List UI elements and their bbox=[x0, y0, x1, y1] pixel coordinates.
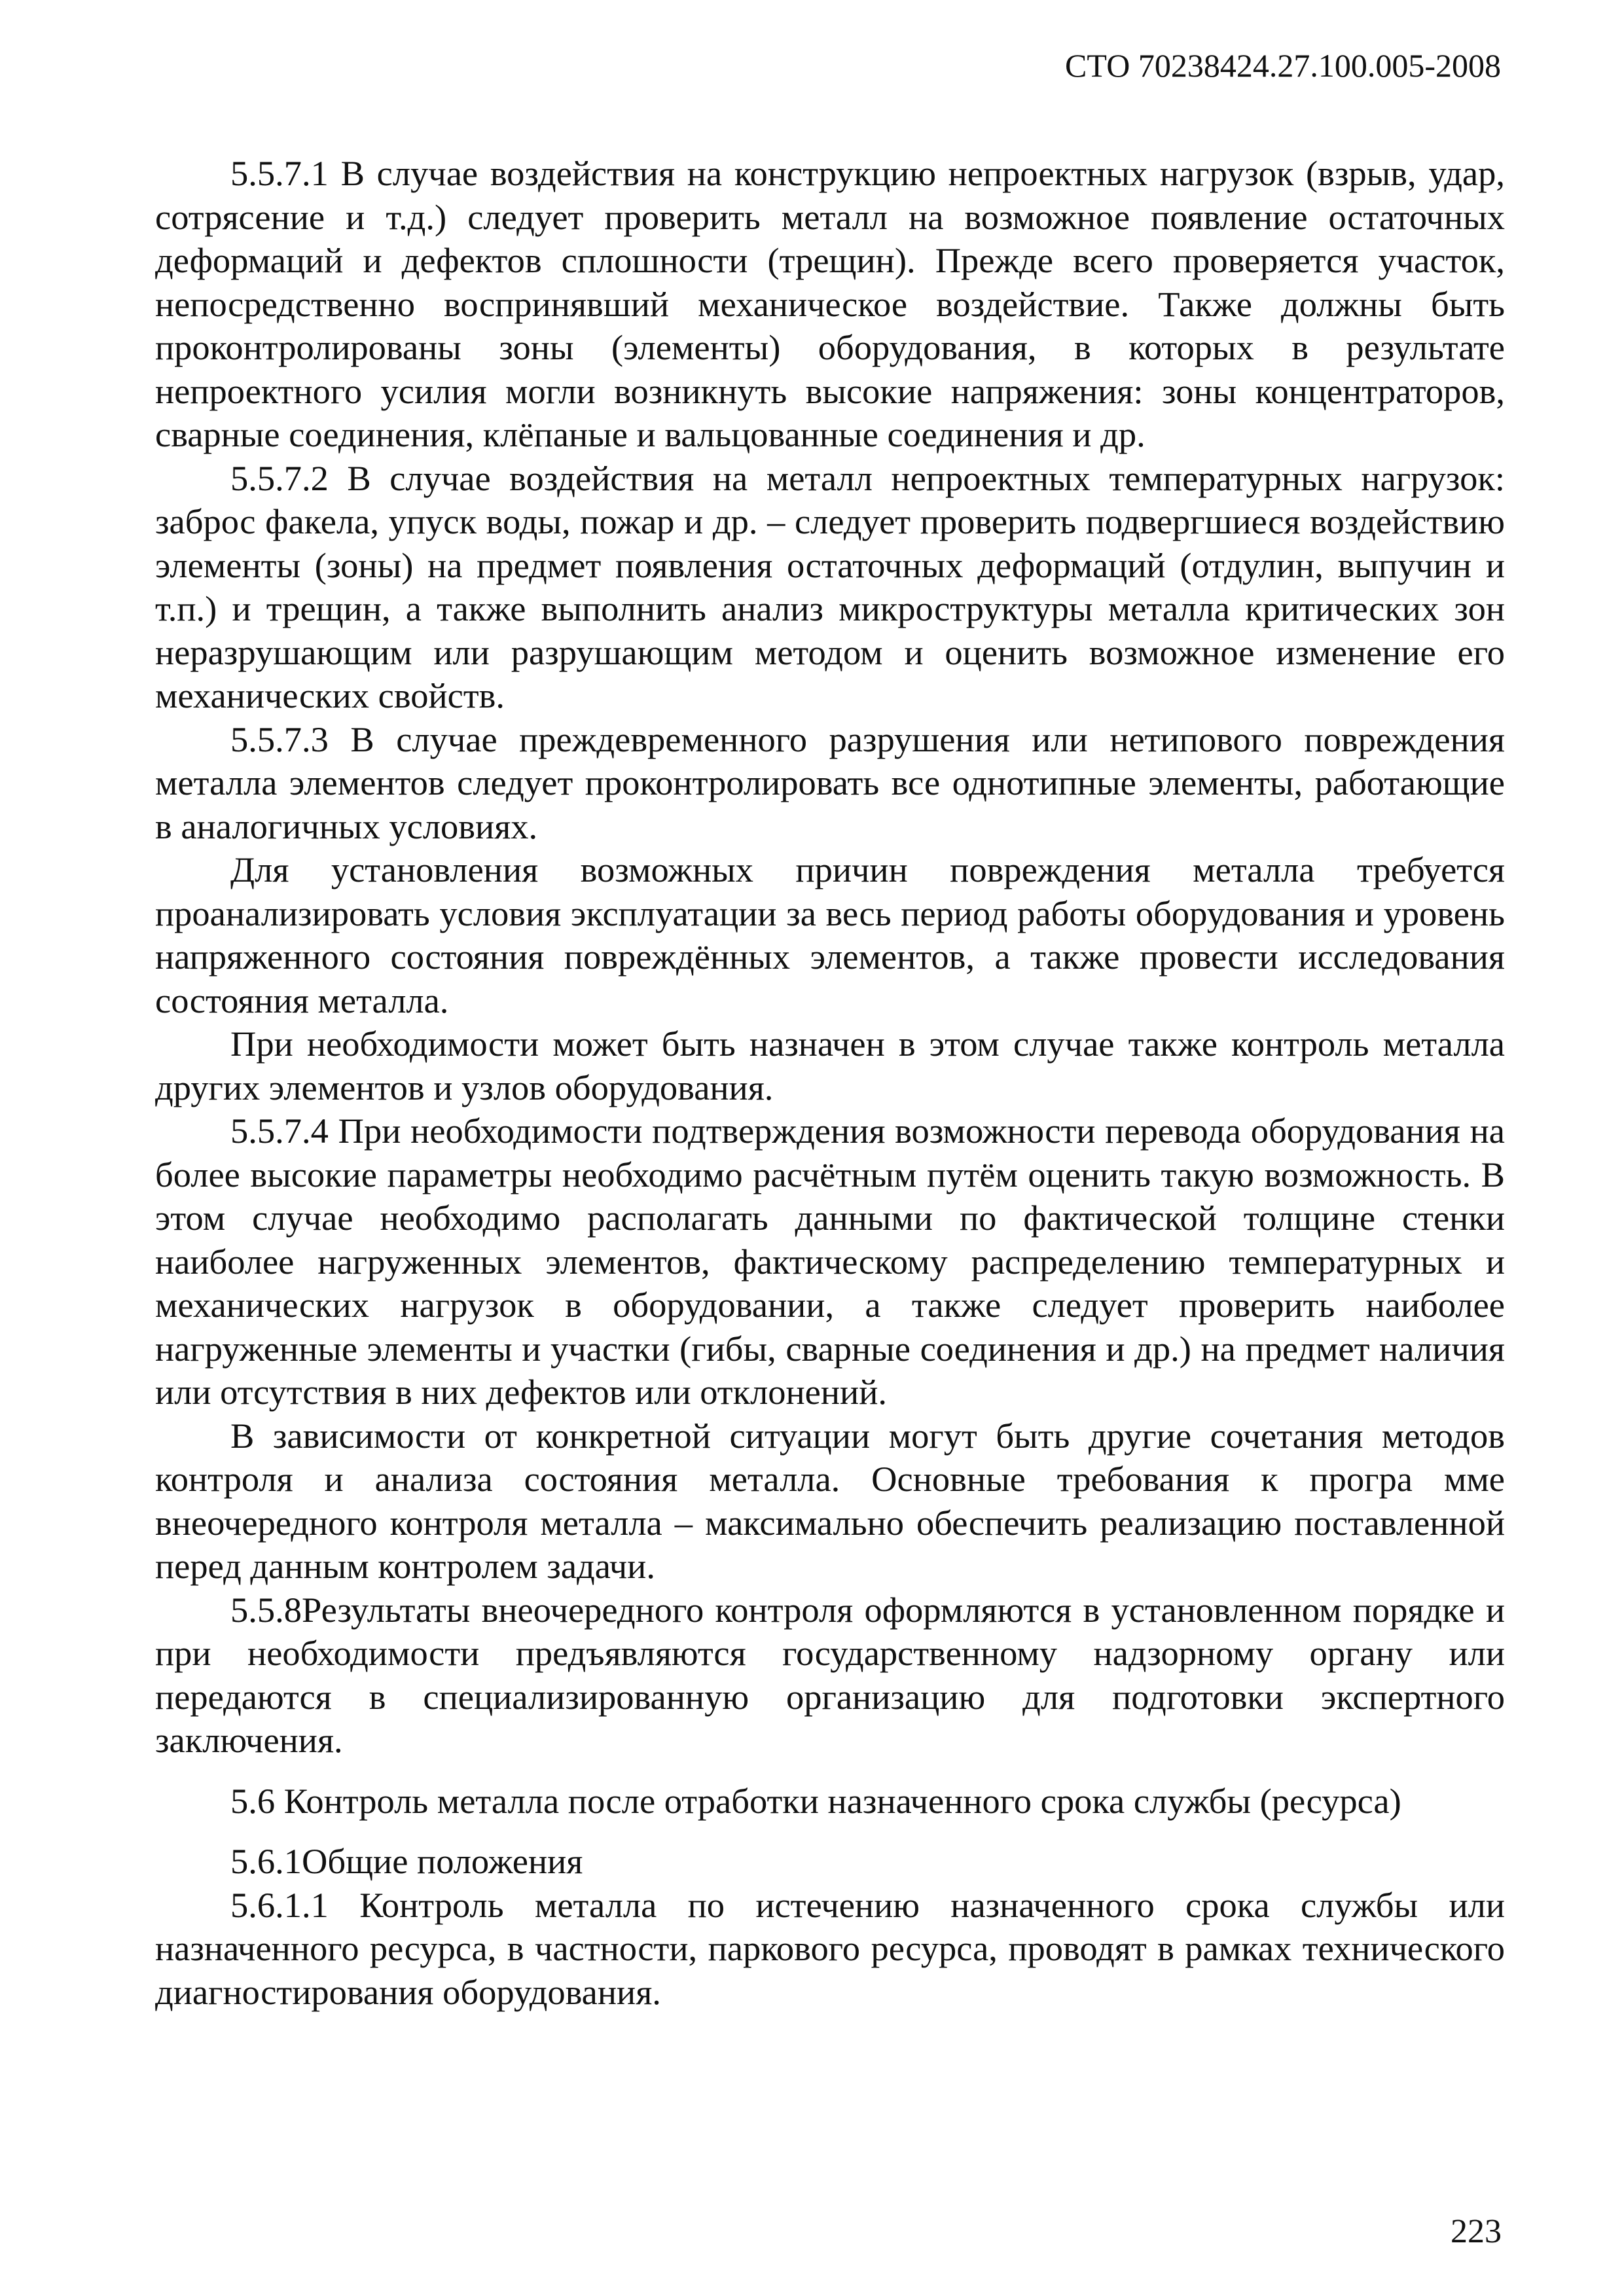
page-number: 223 bbox=[1451, 2213, 1502, 2250]
paragraph-5-5-7-1: 5.5.7.1 В случае воздействия на конструкцию непроектных нагрузок (взрыв, удар, сотрясение и т.д.) следует проверить металл на возможное появление остаточных деформаций и дефектов сплошности (трещин). Прежде всего проверяется участок, непосредственно воспринявший механическое воздействие. Также должны быть проконтролированы зоны (элементы) оборудования, в которых в результате непроектного усилия могли возникнуть высокие напряжения: зоны концентраторов, сварные соединения, клёпаные и вальцованные соединения и др. bbox=[155, 153, 1505, 454]
paragraph-additional-control: При необходимости может быть назначен в этом случае также контроль металла других элементов и узлов оборудования. bbox=[155, 1024, 1505, 1107]
subsection-heading-5-6-1: 5.6.1Общие положения bbox=[230, 1841, 583, 1881]
paragraph-5-6-1-1: 5.6.1.1 Контроль металла по истечению назначенного срока службы или назначенного ресурса, в частности, паркового ресурса, проводят в рамках технического диагностирования оборудования. bbox=[155, 1884, 1505, 2012]
paragraph-5-5-7-4: 5.5.7.4 При необходимости подтверждения возможности перевода оборудования на более высокие параметры необходимо расчётным путём оценить такую возможность. В этом случае необходимо располагать данными по фактической толщине стенки наиболее нагруженных элементов, фактическому распределению температурных и механических нагрузок в оборудовании, а также следует проверить наиболее нагруженные элементы и участки (гибы, сварные соединения и др.) на предмет наличия или отсутствия в них дефектов или отклонений. bbox=[155, 1111, 1505, 1412]
paragraph-5-5-7-3: 5.5.7.3 В случае преждевременного разрушения или нетипового повреждения металла элементов следует проконтролировать все однотипные элементы, работающие в аналогичных условиях. bbox=[155, 719, 1505, 846]
paragraph-5-5-8: 5.5.8Результаты внеочередного контроля оформляются в установленном порядке и при необходимости предъявляются государственному надзорному органу или передаются в специализированную организацию для подготовки экспертного заключения. bbox=[155, 1589, 1505, 1760]
page-body bbox=[155, 152, 1505, 2014]
paragraph-damage-causes: Для установления возможных причин повреждения металла требуется проанализировать условия эксплуатации за весь период работы оборудования и уровень напряженного состояния повреждённых элементов, а также провести исследования состояния металла. bbox=[155, 850, 1505, 1020]
paragraph-5-5-7-2: 5.5.7.2 В случае воздействия на металл непроектных температурных нагрузок: заброс факела, упуск воды, пожар и др. – следует проверить подвергшиеся воздействию элементы (зоны) на предмет появления остаточных деформаций (отдулин, выпучин и т.п.) и трещин, а также выполнить анализ микроструктуры металла критических зон неразрушающим или разрушающим методом и оценить возможное изменение его механических свойств. bbox=[155, 457, 1505, 715]
document-code-header: СТО 70238424.27.100.005-2008 bbox=[1065, 47, 1501, 84]
section-heading-5-6: 5.6 Контроль металла после отработки назначенного срока службы (ресурса) bbox=[230, 1780, 1401, 1821]
paragraph-method-combinations: В зависимости от конкретной ситуации могут быть другие сочетания методов контроля и анализа состояния металла. Основные требования к програ мме внеочередного контроля металла – максимально обеспечить реализацию поставленной перед данным контролем задачи. bbox=[155, 1415, 1505, 1586]
